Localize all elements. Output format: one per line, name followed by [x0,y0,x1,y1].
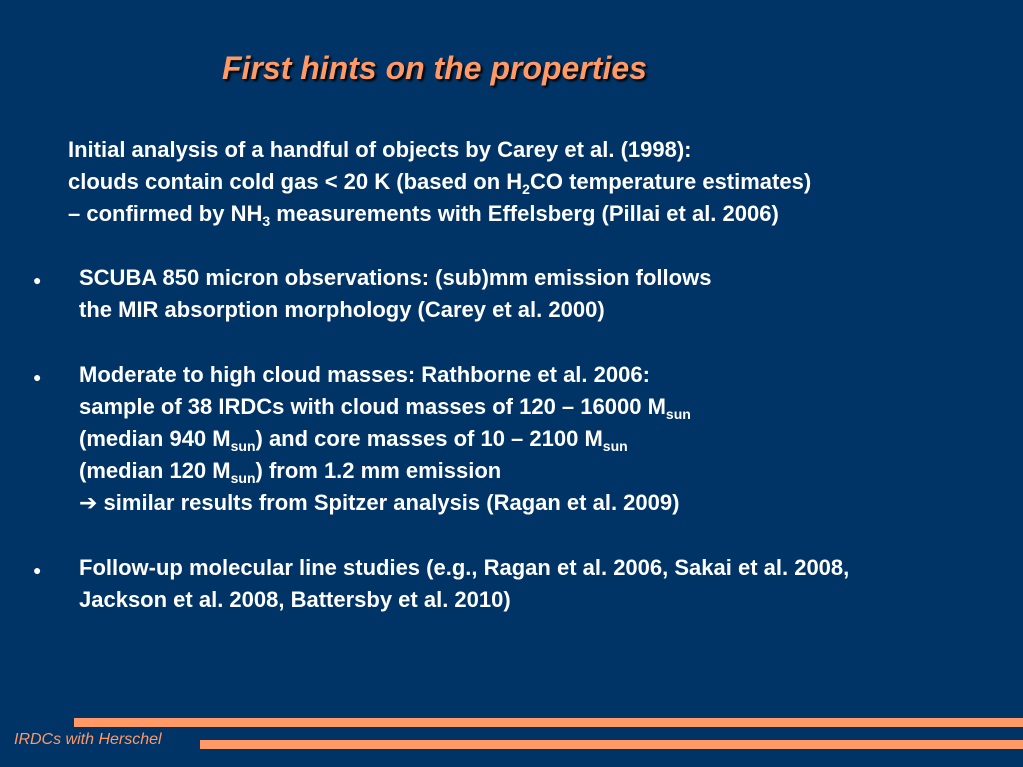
bullet-2-line-3-sub2: sun [602,438,628,454]
bullet-icon-3: ● [33,562,42,578]
arrow-right-icon: ➔ [79,490,98,515]
bullet-2-line-2-sub: sun [665,406,691,422]
intro-line-2-sub: 2 [522,181,530,197]
bullet-2-line-3-b: ) and core masses of 10 – 2100 M [255,426,603,451]
intro-line-2-a: clouds contain cold gas < 20 K (based on H [68,169,523,194]
footer-label: IRDCs with Herschel [14,731,162,748]
slide-title: First hints on the properties [222,50,647,86]
bullet-2-line-3-sub: sun [230,438,256,454]
intro-line-3-b: measurements with Effelsberg (Pillai et al. 2006) [270,201,779,226]
intro-line-1: Initial analysis of a handful of objects by Carey et al. (1998): [68,137,692,162]
bullet-icon-2: ● [33,369,42,385]
bullet-2-line-5-text: similar results from Spitzer analysis (Ragan et al. 2009) [97,490,680,515]
bullet-3-line-2: Jackson et al. 2008, Battersby et al. 2010) [79,587,511,612]
bullet-2-line-1: Moderate to high cloud masses: Rathborne et al. 2006: [79,362,650,387]
bullet-1-line-1: SCUBA 850 micron observations: (sub)mm emission follows [79,265,712,290]
footer-bar-bottom [200,740,1023,749]
bullet-2-line-4-b: ) from 1.2 mm emission [255,458,502,483]
intro-line-3-a: – confirmed by NH [68,201,263,226]
bullet-2-line-4-sub: sun [230,470,256,486]
bullet-2-line-5 [79,490,679,516]
bullet-2-line-3 [79,426,628,452]
bullet-icon-1: ● [33,272,42,288]
bullet-2-line-4-a: (median 120 M [79,458,231,483]
bullet-2-line-2-a: sample of 38 IRDCs with cloud masses of 120 – 16000 M [79,394,666,419]
bullet-2-line-2 [79,394,691,420]
bullet-2-line-4 [79,458,501,484]
intro-line-2-b: CO temperature estimates) [529,169,812,194]
bullet-3-line-1: Follow-up molecular line studies (e.g., Ragan et al. 2006, Sakai et al. 2008, [79,555,850,580]
intro-line-3 [68,201,779,227]
intro-line-2 [68,169,811,195]
intro-line-3-sub: 3 [262,213,271,229]
footer-bar-top [74,718,1023,727]
bullet-1-line-2: the MIR absorption morphology (Carey et al. 2000) [79,297,605,322]
bullet-2-line-3-a: (median 940 M [79,426,231,451]
